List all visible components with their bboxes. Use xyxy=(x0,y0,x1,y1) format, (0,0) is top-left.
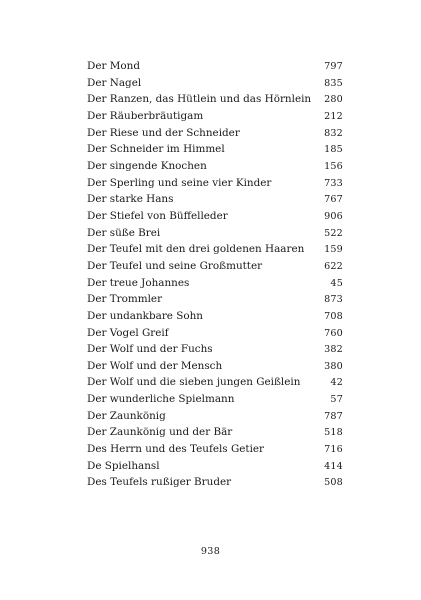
toc-entry-title: Der Wolf und die sieben jungen Geißlein xyxy=(87,376,301,389)
toc-entry-page: 708 xyxy=(324,310,343,322)
toc-entry-title: Der Zaunkönig xyxy=(87,409,166,422)
toc-entry-title: Der Wolf und der Fuchs xyxy=(87,343,213,356)
toc-entry-page: 382 xyxy=(324,344,343,356)
toc-entry xyxy=(87,275,343,292)
toc-entry-page: 159 xyxy=(324,244,343,256)
toc-entry-page: 873 xyxy=(324,294,343,306)
toc-entry-title: De Spielhansl xyxy=(87,459,160,472)
toc-entry-title: Des Teufels rußiger Bruder xyxy=(87,476,232,489)
toc-entry-title: Der Zaunkönig und der Bär xyxy=(87,426,233,439)
toc-entry-page: 156 xyxy=(324,160,343,172)
toc-entry-page: 414 xyxy=(324,460,343,472)
toc-entry-title: Der Schneider im Himmel xyxy=(87,143,225,156)
toc-entry xyxy=(87,374,343,391)
toc-entry xyxy=(87,158,343,175)
toc-entry xyxy=(87,291,343,308)
toc-entry xyxy=(87,175,343,192)
toc-entry-page: 906 xyxy=(324,210,343,222)
toc-entry-page: 767 xyxy=(324,194,343,206)
toc-entry-title: Der Riese und der Schneider xyxy=(87,126,240,139)
toc-entry-title: Der Nagel xyxy=(87,76,142,89)
toc-entry-page: 760 xyxy=(324,327,343,339)
toc-entry xyxy=(87,474,343,491)
toc-entry-title: Der Ranzen, das Hütlein und das Hörnlein xyxy=(87,93,312,106)
toc-entry xyxy=(87,108,343,125)
toc-entry-title: Der undankbare Sohn xyxy=(87,309,203,322)
toc-entry xyxy=(87,358,343,375)
toc-entry-title: Der singende Knochen xyxy=(87,159,207,172)
toc-entry-page: 45 xyxy=(330,277,343,289)
toc-entry-page: 508 xyxy=(324,477,343,489)
toc-entry-title: Der Sperling und seine vier Kinder xyxy=(87,176,272,189)
toc-entry-title: Der starke Hans xyxy=(87,193,174,206)
toc-entry xyxy=(87,341,343,358)
toc-entry-page: 716 xyxy=(324,444,343,456)
toc-entry-page: 787 xyxy=(324,410,343,422)
toc-entry-title: Der Stiefel von Büffelleder xyxy=(87,209,228,222)
toc-entry xyxy=(87,191,343,208)
toc-entry-title: Der wunderliche Spielmann xyxy=(87,393,235,406)
toc-entry-page: 185 xyxy=(324,144,343,156)
table-of-contents xyxy=(87,58,343,491)
toc-entry xyxy=(87,225,343,242)
toc-entry-page: 380 xyxy=(324,360,343,372)
toc-entry-page: 42 xyxy=(330,377,343,389)
toc-entry xyxy=(87,424,343,441)
toc-entry xyxy=(87,441,343,458)
toc-entry xyxy=(87,208,343,225)
toc-entry xyxy=(87,391,343,408)
toc-entry-title: Der Mond xyxy=(87,60,140,72)
toc-entry-title: Der Trommler xyxy=(87,293,163,306)
toc-entry-page: 622 xyxy=(324,260,343,272)
toc-entry-title: Der Vogel Greif xyxy=(87,326,169,339)
toc-entry-page: 522 xyxy=(324,227,343,239)
toc-entry-page: 733 xyxy=(324,177,343,189)
toc-entry xyxy=(87,75,343,92)
toc-entry-title: Des Herrn und des Teufels Getier xyxy=(87,443,265,456)
toc-entry xyxy=(87,325,343,342)
toc-entry xyxy=(87,91,343,108)
toc-entry-page: 212 xyxy=(324,110,343,122)
toc-entry-page: 518 xyxy=(324,427,343,439)
toc-entry-title: Der treue Johannes xyxy=(87,276,190,289)
toc-entry-title: Der Räuberbräutigam xyxy=(87,109,204,122)
toc-entry-page: 280 xyxy=(324,94,343,106)
toc-entry xyxy=(87,58,343,75)
toc-entry-page: 835 xyxy=(324,77,343,89)
toc-entry xyxy=(87,458,343,475)
page-number: 938 xyxy=(200,546,221,557)
toc-entry-title: Der Wolf und der Mensch xyxy=(87,359,223,372)
toc-entry-title: Der Teufel mit den drei goldenen Haaren xyxy=(87,243,305,256)
toc-entry-page: 797 xyxy=(324,61,343,72)
toc-entry-page: 57 xyxy=(330,394,343,406)
toc-entry-title: Der süße Brei xyxy=(87,226,161,239)
toc-entry xyxy=(87,408,343,425)
toc-entry-page: 832 xyxy=(324,127,343,139)
toc-entry xyxy=(87,241,343,258)
toc-entry xyxy=(87,308,343,325)
toc-entry xyxy=(87,141,343,158)
toc-entry-title: Der Teufel und seine Großmutter xyxy=(87,259,263,272)
toc-entry xyxy=(87,125,343,142)
toc-entry xyxy=(87,258,343,275)
